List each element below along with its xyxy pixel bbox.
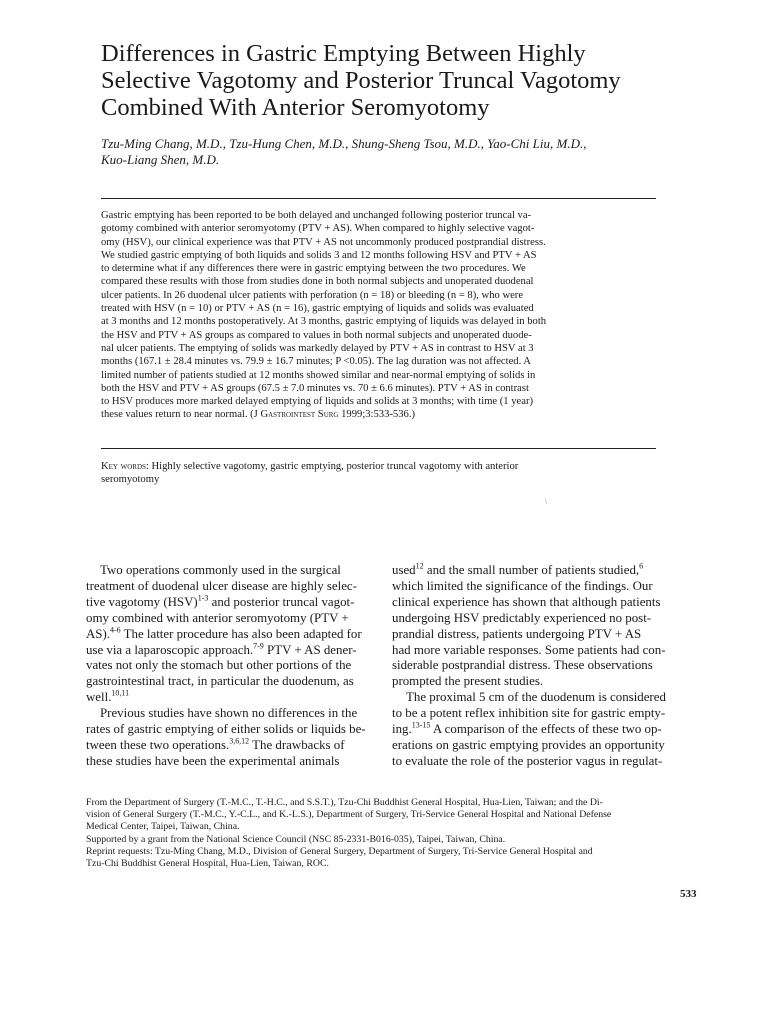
body-line	[392, 579, 668, 595]
body-line	[86, 611, 362, 627]
reference-superscript: 13-15	[411, 720, 431, 730]
author-line: Tzu-Ming Chang, M.D., Tzu-Hung Chen, M.D., Shung-Sheng Tsou, M.D., Yao-Chi Liu, M.D.,	[101, 136, 587, 151]
body-line	[86, 690, 362, 706]
body-line	[86, 674, 362, 690]
title-line: Selective Vagotomy and Posterior Truncal Vagotomy	[101, 67, 621, 94]
abstract-line: at 3 months and 12 months postoperatively. At 3 months, gastric emptying of liquids was delayed in both	[101, 316, 547, 328]
body-text: had more variable responses. Some patients had con-	[392, 642, 666, 657]
body-text: and posterior truncal vagot-	[208, 594, 355, 609]
body-line	[392, 627, 668, 643]
body-line	[86, 706, 362, 722]
reference-superscript: 12	[415, 561, 424, 571]
page-number: 533	[680, 888, 697, 900]
abstract-line: omy (HSV), our clinical experience was that PTV + AS not uncommonly produced postprandial distress.	[101, 236, 546, 248]
abstract-last-text: these values return to near normal. (J	[101, 409, 261, 421]
abstract-line: limited number of patients studied at 12 months showed similar and near-normal emptying of solids in	[101, 369, 536, 381]
body-line	[86, 595, 362, 611]
body-line	[392, 611, 668, 627]
keywords	[101, 460, 657, 487]
body-line	[392, 690, 668, 706]
title-line: Differences in Gastric Emptying Between Highly	[101, 40, 586, 67]
body-text: Previous studies have shown no differences in the	[100, 706, 358, 721]
abstract-line: both the HSV and PTV + AS groups (67.5 ± 7.0 minutes vs. 70 ± 6.6 minutes). PTV + AS in contrast	[101, 382, 529, 394]
body-text: vates not only the stomach but other portions of the	[86, 658, 352, 673]
body-line	[392, 595, 668, 611]
footnote-line: From the Department of Surgery (T.-M.C., T.-H.C., and S.S.T.), Tzu-Chi Buddhist General Hospital, Hua-Lien, Taiwan; and the Di-	[86, 797, 603, 808]
body-line	[392, 706, 668, 722]
body-text: gastrointestinal tract, in particular the duodenum, as	[86, 674, 354, 689]
reference-superscript: 6	[639, 561, 644, 571]
citation: 1999;3:533-536.)	[338, 409, 415, 421]
abstract-line: compared these results with those from studies done in both normal subjects and unoperated duodenal	[101, 276, 534, 288]
body-text: erations on gastric emptying provides an opportunity	[392, 737, 665, 752]
abstract	[101, 209, 657, 422]
body-text: treatment of duodenal ulcer disease are highly selec-	[86, 578, 357, 593]
footnote-line: Reprint requests: Tzu-Ming Chang, M.D., Division of General Surgery, Department of Surgery, Tri-Service General Hospital and	[86, 845, 593, 857]
body-text: tive vagotomy (HSV)	[86, 594, 198, 609]
keywords-label: Key words:	[101, 461, 149, 472]
body-text: Two operations commonly used in the surgical	[100, 563, 341, 577]
abstract-line: to HSV produces more marked delayed emptying of liquids and solids at 3 months; with time (1 year)	[101, 396, 534, 408]
abstract-line: gotomy combined with anterior seromyotomy (PTV + AS). When compared to highly selective vagot-	[101, 223, 535, 235]
journal-name: Gastrointest Surg	[260, 409, 339, 421]
reference-superscript: 3,6,12	[229, 736, 250, 746]
body-text: The proximal 5 cm of the duodenum is considered	[406, 690, 666, 705]
body-line	[86, 563, 362, 579]
body-line	[86, 658, 362, 674]
abstract-line: treated with HSV (n = 10) or PTV + AS (n = 16), gastric emptying of liquids and solids was evaluated	[101, 303, 534, 315]
body-text: and the small number of patients studied,	[423, 563, 640, 577]
keywords-line: seromyotomy	[101, 474, 160, 486]
body-line	[392, 674, 668, 690]
abstract-line: ulcer patients. In 26 duodenal ulcer patients with perforation (n = 18) or bleeding (n = 8), who were	[101, 289, 524, 301]
body-line	[392, 754, 668, 770]
abstract-line: the HSV and PTV + AS groups as compared to values in both normal subjects and unoperated duode-	[101, 329, 532, 341]
body-text: to evaluate the role of the posterior vagus in regulat-	[392, 753, 663, 768]
body-text: which limited the significance of the findings. Our	[392, 578, 653, 593]
keywords-rule	[101, 448, 656, 449]
reference-superscript: 10,11	[111, 688, 130, 698]
body-text: rates of gastric emptying of either solids or liquids be-	[86, 722, 366, 737]
title-line: Combined With Anterior Seromyotomy	[101, 94, 490, 121]
body-line	[392, 738, 668, 754]
body-text: siderable postprandial distress. These observations	[392, 658, 653, 673]
body-line	[392, 722, 668, 738]
body-text: to be a potent reflex inhibition site for gastric empty-	[392, 706, 666, 721]
abstract-line: We studied gastric emptying of both liquids and solids 3 and 12 months following HSV and PTV + AS	[101, 249, 537, 261]
author-list	[101, 136, 701, 168]
abstract-line: to determine what if any differences there were in gastric emptying between the two procedures. We	[101, 263, 526, 275]
reference-superscript: 7-9	[253, 641, 264, 651]
body-line	[86, 643, 362, 659]
body-line	[392, 658, 668, 674]
affiliation-footnote	[86, 797, 708, 870]
body-line	[86, 627, 362, 643]
body-text: used	[392, 563, 416, 577]
body-line	[392, 563, 668, 579]
body-text: tween these two operations.	[86, 737, 230, 752]
body-text: prandial distress, patients undergoing PTV + AS	[392, 626, 642, 641]
body-text: PTV + AS dener-	[263, 642, 357, 657]
body-line	[86, 738, 362, 754]
keywords-text: Highly selective vagotomy, gastric emptying, posterior truncal vagotomy with anterior	[148, 461, 519, 472]
body-text: ing.	[392, 722, 412, 737]
abstract-top-rule	[101, 198, 656, 199]
body-text: well.	[86, 690, 112, 705]
body-text: clinical experience has shown that although patients	[392, 594, 661, 609]
footnote-line: vision of General Surgery (T.-M.C., Y.-C.L., and K.-L.S.), Department of Surgery, Tri-Service General Hospital and National Defense	[86, 809, 612, 821]
footnote-line: Tzu-Chi Buddhist General Hospital, Hua-Lien, Taiwan, ROC.	[86, 858, 329, 870]
body-line	[86, 722, 366, 738]
body-text: omy combined with anterior seromyotomy (PTV +	[86, 610, 349, 625]
abstract-last-line	[101, 408, 657, 421]
body-column-right	[392, 563, 668, 770]
stray-mark: \	[545, 497, 548, 506]
body-text: use via a laparoscopic approach.	[86, 642, 254, 657]
abstract-line: nal ulcer patients. The emptying of solids was markedly delayed by PTV + AS in contrast to HSV at 3	[101, 342, 534, 354]
body-text: The drawbacks of	[249, 737, 345, 752]
body-text: undergoing HSV predictably experienced no post-	[392, 610, 652, 625]
body-line	[392, 643, 668, 659]
body-column-left	[86, 563, 366, 770]
body-line	[86, 754, 362, 770]
body-text: The latter procedure has also been adapted for	[120, 626, 362, 641]
reference-superscript: 4-6	[110, 625, 121, 635]
article-title	[101, 40, 701, 121]
abstract-line: months (167.1 ± 28.4 minutes vs. 79.9 ± 16.7 minutes; P <0.05). The lag duration was not affected. A	[101, 356, 531, 368]
author-line: Kuo-Liang Shen, M.D.	[101, 152, 220, 167]
footnote-line: Medical Center, Taipei, Taiwan, China.	[86, 821, 240, 833]
keywords-line	[101, 460, 657, 473]
body-line	[86, 579, 362, 595]
abstract-line: Gastric emptying has been reported to be both delayed and unchanged following posterior truncal va-	[101, 210, 532, 221]
body-text: these studies have been the experimental animals	[86, 753, 340, 768]
body-text: prompted the present studies.	[392, 674, 544, 689]
reference-superscript: 1-3	[197, 593, 209, 603]
body-text: A comparison of the effects of these two op-	[430, 722, 662, 737]
footnote-line: Supported by a grant from the National Science Council (NSC 85-2331-B016-035), Taipei, Taiwan, China.	[86, 833, 506, 845]
body-text: AS).	[86, 626, 110, 641]
